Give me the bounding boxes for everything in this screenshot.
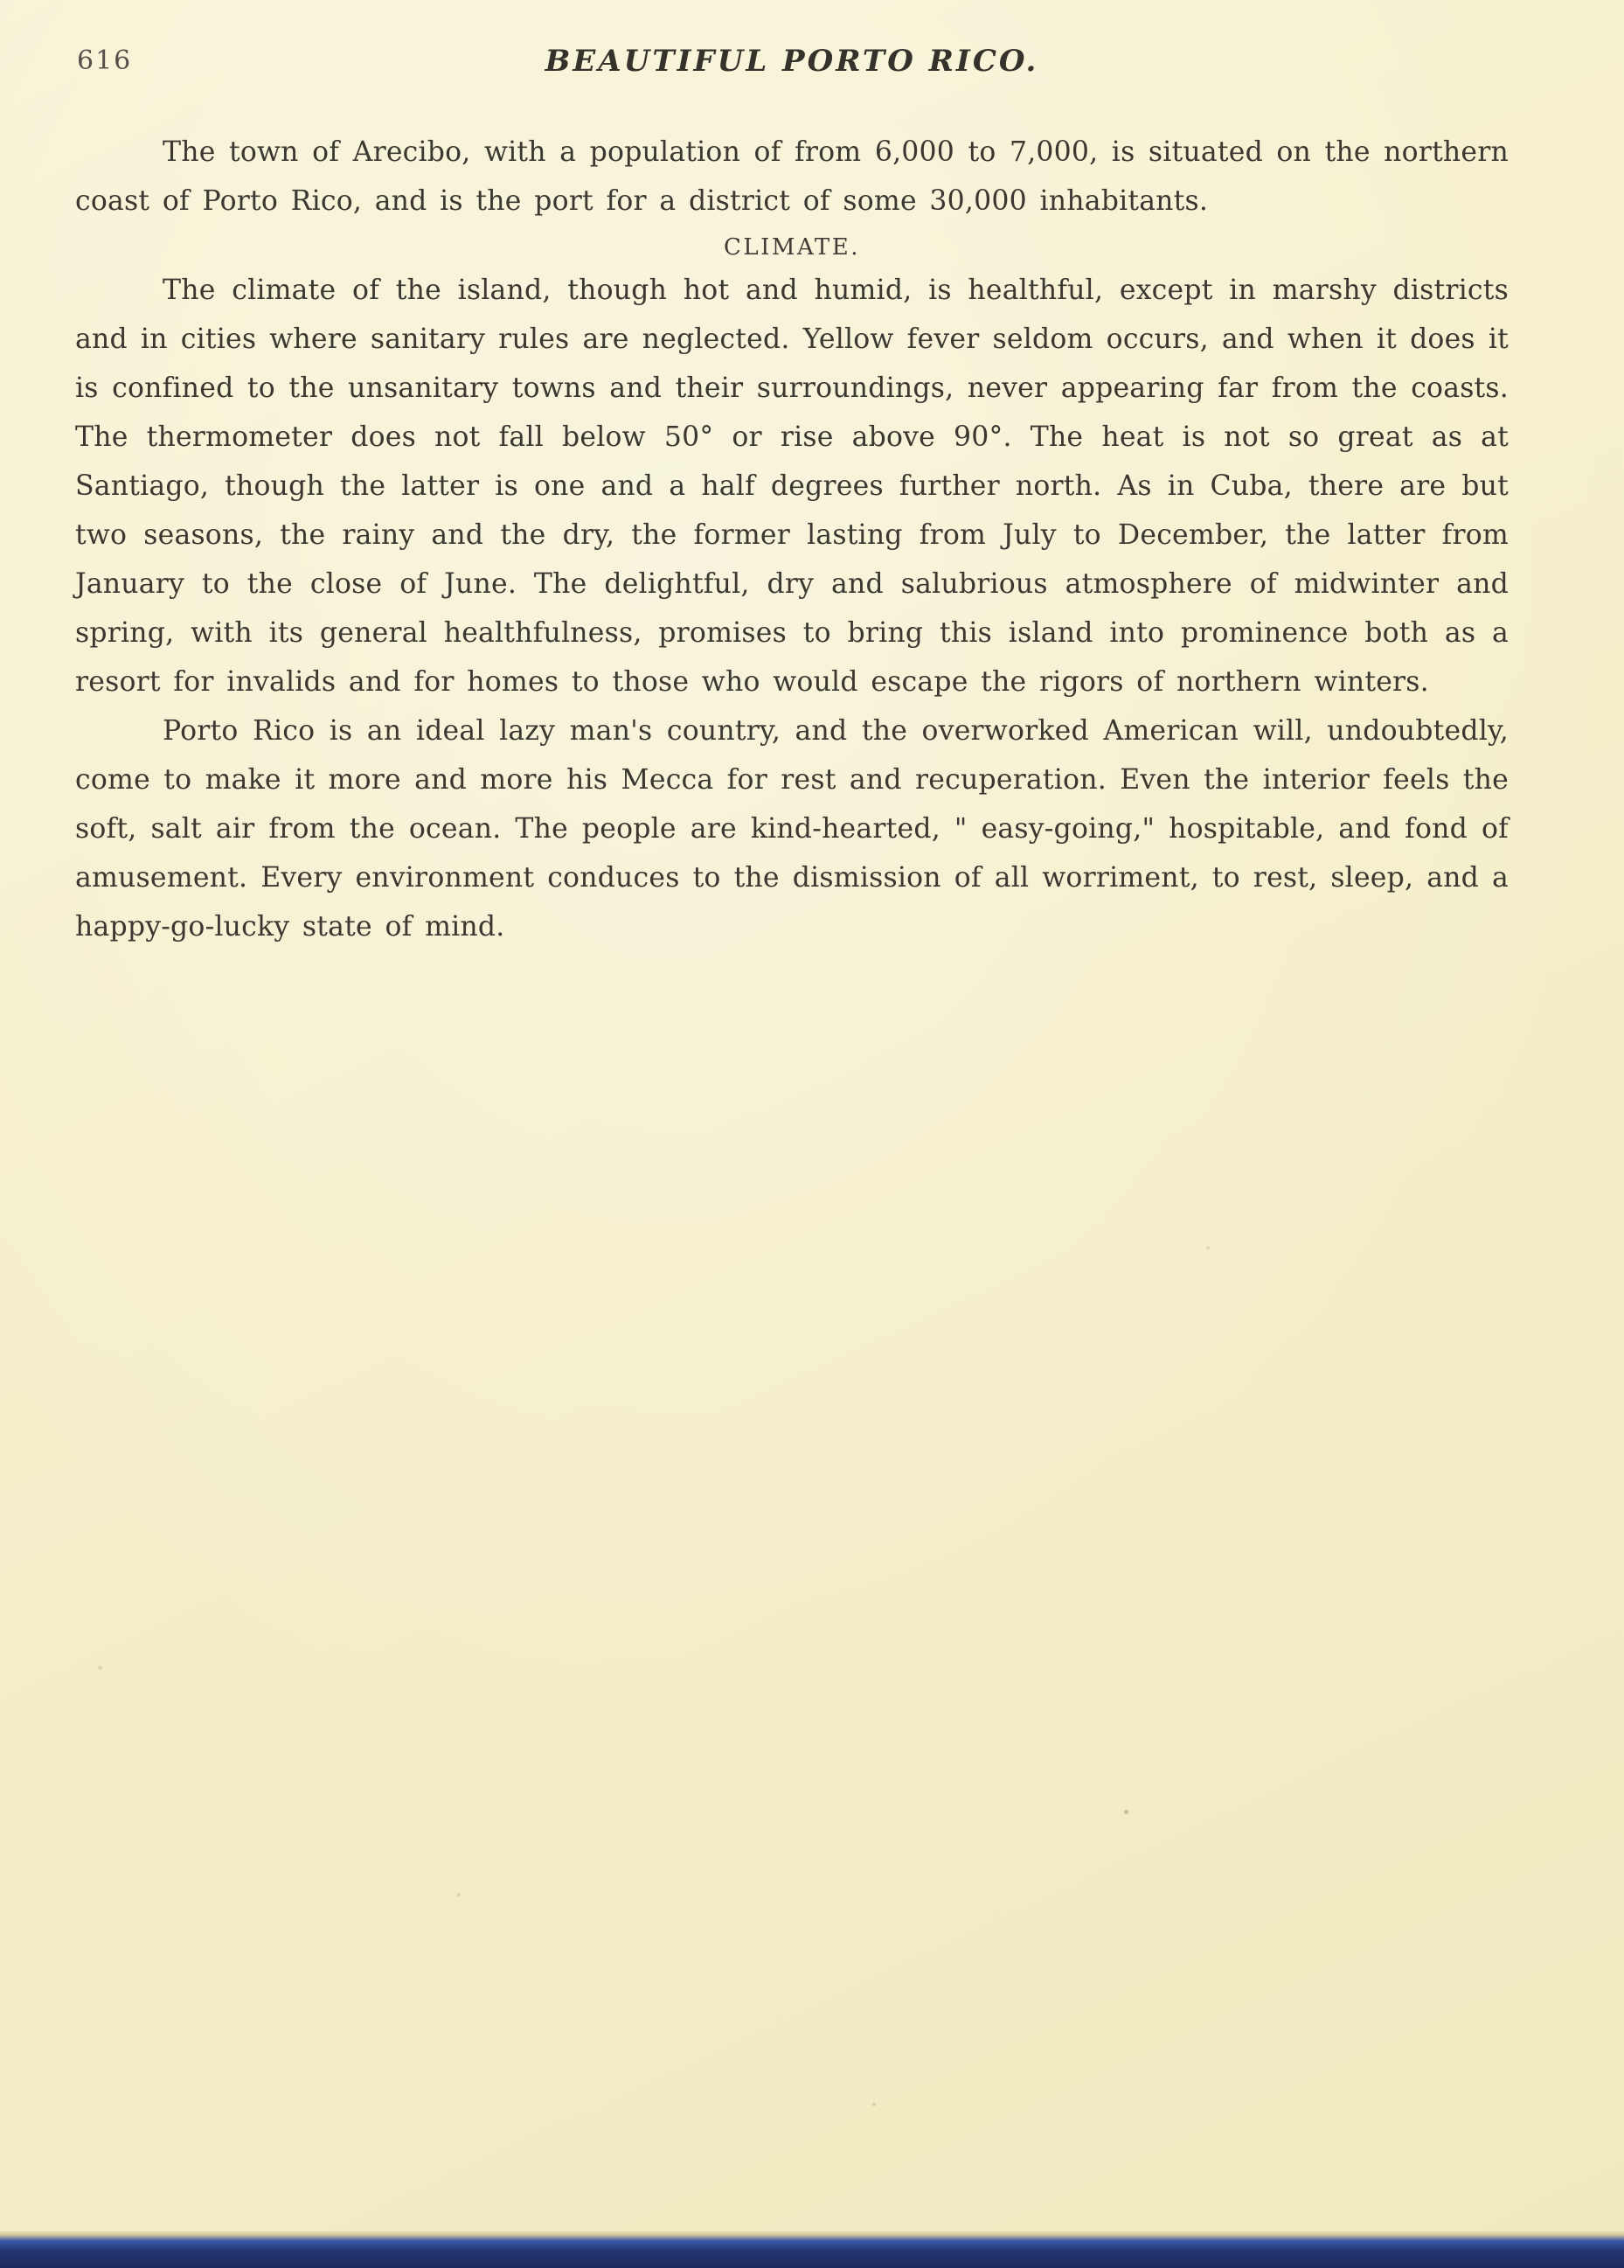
page-header (0, 0, 1624, 96)
running-title: BEAUTIFUL PORTO RICO. (545, 44, 1039, 79)
paragraph-lazy-mans-country: Porto Rico is an ideal lazy man's country, and the overworked American will, undoubtedly, come to make it more and more his Mecca for rest and recuperation. Even the interior feels the soft, salt air from the ocean. The people are kind-hearted, " easy-going," hospitable, and fond of amusement. Every environment conduces to the dismission of all worriment, to rest, sleep, and a happy-go-lucky state of mind. (75, 715, 1509, 943)
page-number: 616 (77, 45, 133, 76)
paragraph-arecibo: The town of Arecibo, with a population of from 6,000 to 7,000, is situated on the northern coast of Porto Rico, and is the port for a district of some 30,000 inhabitants. (75, 136, 1509, 217)
paper-speck (98, 1666, 102, 1670)
section-heading-climate: CLIMATE. (724, 234, 860, 261)
paragraph-climate: The climate of the island, though hot and humid, is healthful, except in marshy districts and in cities where sanitary rules are neglected. Yellow fever seldom occurs, and when it does it is confined to the unsanitary towns and their surroundings, never appearing far from the coasts. The thermometer does not fall below 50° or rise above 90°. The heat is not so great as at Santiago, though the latter is one and a half degrees further north. As in Cuba, there are but two seasons, the rainy and the dry, the former lasting from July to December, the latter from January to the close of June. The delightful, dry and salubrious atmosphere of midwinter and spring, with its general healthfulness, promises to bring this island into prominence both as a resort for invalids and for homes to those who would escape the rigors of northern winters. (75, 275, 1509, 698)
paper-speck (1124, 1810, 1128, 1814)
body-text (0, 128, 1624, 951)
paper-speck (457, 1893, 461, 1896)
paper-speck (1206, 1246, 1210, 1249)
scan-bottom-edge (0, 2231, 1624, 2268)
paper-speck (872, 2103, 876, 2106)
